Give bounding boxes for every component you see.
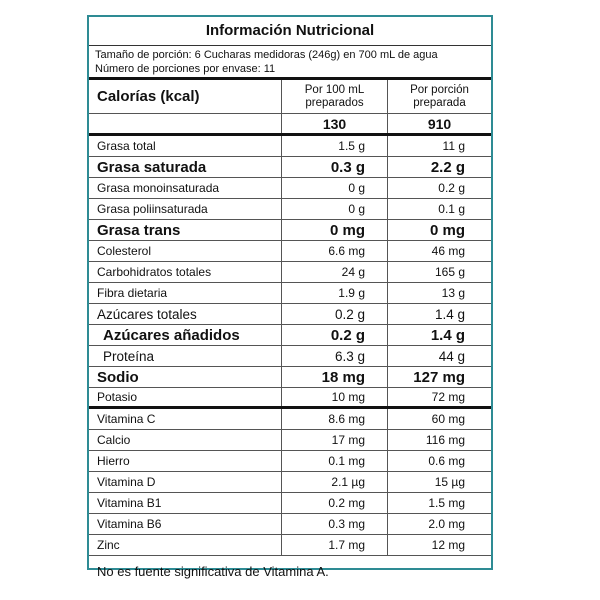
label-title: Información Nutricional [89,17,491,46]
value-per-100ml: 1.5 g [281,136,387,156]
table-row [89,220,491,241]
value-per-100ml: 8.6 mg [281,409,387,429]
nutrient-name: Proteína [103,348,155,364]
table-row [89,157,491,178]
table-row [89,535,491,556]
value-per-100ml: 0.3 g [281,157,387,177]
table-row [89,325,491,346]
calories-per-100ml: 130 [281,114,387,133]
value-per-serving: 2.2 g [387,157,491,177]
value-per-100ml: 6.3 g [281,346,387,366]
value-per-serving: 116 mg [387,430,491,450]
value-per-100ml: 10 mg [281,388,387,406]
nutrient-name: Vitamina B6 [97,517,162,531]
table-row [89,199,491,220]
table-row [89,241,491,262]
value-per-serving: 12 mg [387,535,491,555]
value-per-serving: 13 g [387,283,491,303]
table-header-row [89,80,491,114]
nutrient-name: Fibra dietaria [97,286,168,300]
value-per-100ml: 6.6 mg [281,241,387,261]
value-per-serving: 15 µg [387,472,491,492]
nutrient-name: Grasa monoinsaturada [97,181,220,195]
nutrient-name: Carbohidratos totales [97,265,212,279]
value-per-100ml: 0 g [281,178,387,198]
value-per-100ml: 0.3 mg [281,514,387,534]
nutrition-label [87,15,493,579]
table-row [89,346,491,367]
table-row [89,409,491,430]
table-row [89,304,491,325]
value-per-serving: 44 g [387,346,491,366]
value-per-100ml: 24 g [281,262,387,282]
value-per-100ml: 0 g [281,199,387,219]
value-per-serving: 165 g [387,262,491,282]
nutrient-name: Hierro [97,454,130,468]
table-row [89,283,491,304]
table-row [89,514,491,535]
column-header-per-100ml: Por 100 mL preparados [281,80,387,113]
servings-per-container: Número de porciones por envase: 11 [95,63,276,75]
value-per-serving: 127 mg [387,367,491,387]
value-per-100ml: 1.7 mg [281,535,387,555]
value-per-serving: 0.1 g [387,199,491,219]
table-row [89,388,491,409]
nutrient-name: Colesterol [97,244,152,258]
value-per-serving: 60 mg [387,409,491,429]
value-per-serving: 1.5 mg [387,493,491,513]
value-per-100ml: 0.2 g [281,304,387,324]
nutrient-name: Grasa trans [97,221,181,239]
nutrient-name: Grasa total [97,139,156,153]
table-row [89,430,491,451]
value-per-100ml: 0 mg [281,220,387,240]
value-per-100ml: 0.2 g [281,325,387,345]
value-per-100ml: 2.1 µg [281,472,387,492]
nutrient-name: Azúcares añadidos [103,326,240,344]
calories-row [89,114,491,136]
serving-size: Tamaño de porción: 6 Cucharas medidoras (246g) en 700 mL de agua [95,49,438,61]
table-row [89,367,491,388]
value-per-100ml: 17 mg [281,430,387,450]
nutrient-name: Zinc [97,538,120,552]
value-per-serving: 2.0 mg [387,514,491,534]
table-row [89,493,491,514]
nutrient-name: Sodio [97,368,139,386]
nutrient-table [89,80,491,556]
table-row [89,472,491,493]
column-header-per-serving: Por porción preparada [387,80,491,113]
nutrient-name: Vitamina D [97,475,156,489]
nutrient-name: Potasio [97,390,138,404]
value-per-serving: 72 mg [387,388,491,406]
calories-label: Calorías (kcal) [97,88,200,105]
value-per-100ml: 18 mg [281,367,387,387]
nutrient-name: Azúcares totales [97,306,197,322]
nutrient-name: Vitamina C [97,412,156,426]
value-per-100ml: 0.2 mg [281,493,387,513]
value-per-serving: 11 g [387,136,491,156]
table-row [89,451,491,472]
nutrient-name: Vitamina B1 [97,496,162,510]
nutrient-name: Grasa poliinsaturada [97,202,208,216]
value-per-serving: 1.4 g [387,304,491,324]
value-per-serving: 1.4 g [387,325,491,345]
calories-per-serving: 910 [387,114,491,133]
table-row [89,262,491,283]
value-per-serving: 0.2 g [387,178,491,198]
value-per-serving: 0.6 mg [387,451,491,471]
nutrient-name: Grasa saturada [97,158,207,176]
value-per-serving: 46 mg [387,241,491,261]
serving-info [89,46,491,80]
value-per-100ml: 0.1 mg [281,451,387,471]
value-per-100ml: 1.9 g [281,283,387,303]
nutrient-name: Calcio [97,433,131,447]
footnote: No es fuente significativa de Vitamina A. [97,564,329,579]
table-row [89,178,491,199]
table-row [89,136,491,157]
value-per-serving: 0 mg [387,220,491,240]
